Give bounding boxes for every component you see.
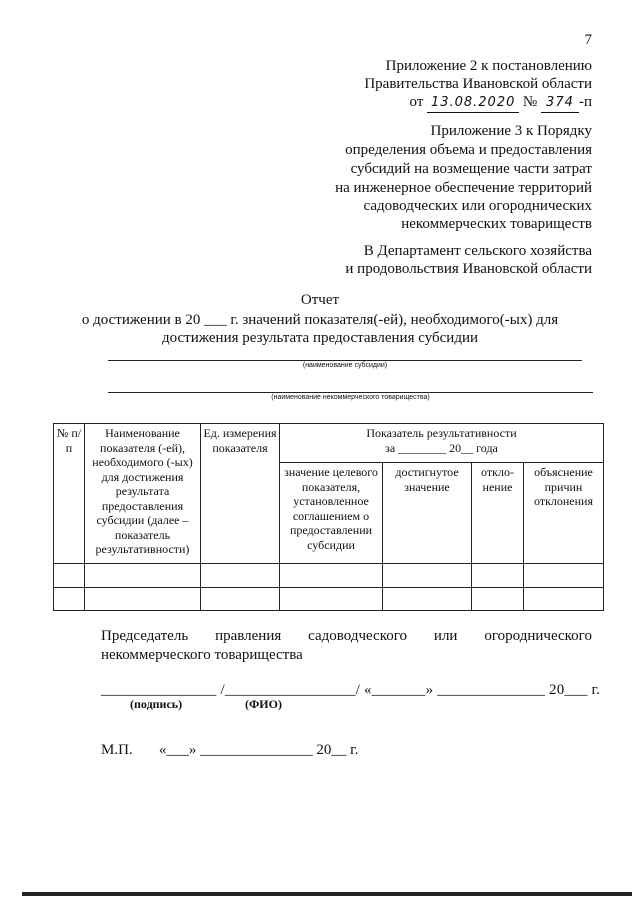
appendix2-line1: Приложение 2 к постановлению	[385, 58, 592, 74]
table-row	[54, 588, 604, 611]
appendix3-line: Приложение 3 к Порядку	[430, 123, 592, 139]
appendix2-date-number	[410, 93, 592, 113]
appendix3-line: субсидий на возмещение части затрат	[350, 161, 592, 177]
chair-line2: некоммерческого товарищества	[101, 647, 303, 663]
header-num: № п/п	[54, 424, 85, 564]
header-achieved-value: достигнутое значение	[383, 463, 472, 564]
table-cell[interactable]	[201, 588, 280, 611]
appendix3-line: определения объема и предоставления	[345, 142, 592, 158]
table-cell[interactable]	[85, 564, 201, 588]
addressee-line: В Департамент сельского хозяйства	[363, 243, 592, 259]
table-cell[interactable]	[280, 564, 383, 588]
stamp-row[interactable]: М.П. «___» _______________ 20__ г.	[101, 742, 359, 758]
report-subtitle-line1: о достижении в 20 ___ г. значений показателя(-ей), необходимого(-ых) для	[81, 312, 559, 328]
table-cell[interactable]	[85, 588, 201, 611]
date-handwritten: 13.08.2020	[427, 94, 519, 113]
fio-caption: (ФИО)	[245, 697, 282, 711]
number-handwritten: 374	[541, 94, 579, 113]
header-unit: Ед. измерения показателя	[201, 424, 280, 564]
chair-line1	[101, 627, 592, 645]
report-title: Отчет	[300, 292, 340, 308]
chair-word: правления	[215, 628, 282, 644]
report-subtitle-line2: достижения результата предоставления субсидии	[161, 330, 479, 346]
from-label: от	[409, 94, 424, 110]
table-cell[interactable]	[472, 588, 524, 611]
signature-caption: (подпись)	[130, 697, 183, 711]
table-row	[54, 564, 604, 588]
appendix3-line: некоммерческих товариществ	[401, 216, 592, 232]
table-cell[interactable]	[54, 564, 85, 588]
indicator-table	[53, 423, 604, 611]
partnership-name-caption: (наименование некоммерческого товарищества)	[271, 394, 430, 401]
appendix2-line2: Правительства Ивановской области	[364, 76, 592, 92]
addressee-line: и продовольствия Ивановской области	[345, 261, 592, 277]
group-header-line1: Показатель результативности	[366, 426, 517, 440]
partnership-name-line[interactable]	[108, 392, 593, 393]
header-indicator-name: Наименование показателя (-ей), необходимого (-ых) для достижения результата предоставления субсидии (далее – показатель результативности)	[85, 424, 201, 564]
table-cell[interactable]	[524, 588, 604, 611]
group-header-line2: за ________ 20__ года	[385, 440, 498, 455]
table-cell[interactable]	[280, 588, 383, 611]
table-cell[interactable]	[54, 588, 85, 611]
table-cell[interactable]	[524, 564, 604, 588]
appendix3-line: садоводческих или огороднических	[363, 198, 592, 214]
signature-row[interactable]: _______________ /_________________/ «_______» ______________ 20___ г.	[101, 682, 601, 698]
scan-edge-bar	[22, 892, 632, 896]
number-suffix: -п	[578, 94, 592, 110]
number-label: №	[522, 94, 538, 110]
table-cell[interactable]	[472, 564, 524, 588]
subsidy-name-caption: (наименование субсидии)	[302, 362, 388, 369]
table-cell[interactable]	[201, 564, 280, 588]
chair-word: или	[433, 628, 458, 644]
header-performance-group	[280, 424, 604, 463]
header-target-value: значение целевого показателя, установленное соглашением о предоставлении субсидии	[280, 463, 383, 564]
header-explanation: объяснение причин отклонения	[524, 463, 604, 564]
appendix3-line: на инженерное обеспечение территорий	[335, 180, 592, 196]
table-cell[interactable]	[383, 564, 472, 588]
chair-word: садоводческого	[308, 628, 408, 644]
table-cell[interactable]	[383, 588, 472, 611]
chair-word: огороднического	[484, 628, 592, 644]
subsidy-name-line[interactable]	[108, 360, 582, 361]
chair-word: Председатель	[101, 628, 189, 644]
page-number: 7	[584, 32, 592, 48]
header-deviation: откло-нение	[472, 463, 524, 564]
